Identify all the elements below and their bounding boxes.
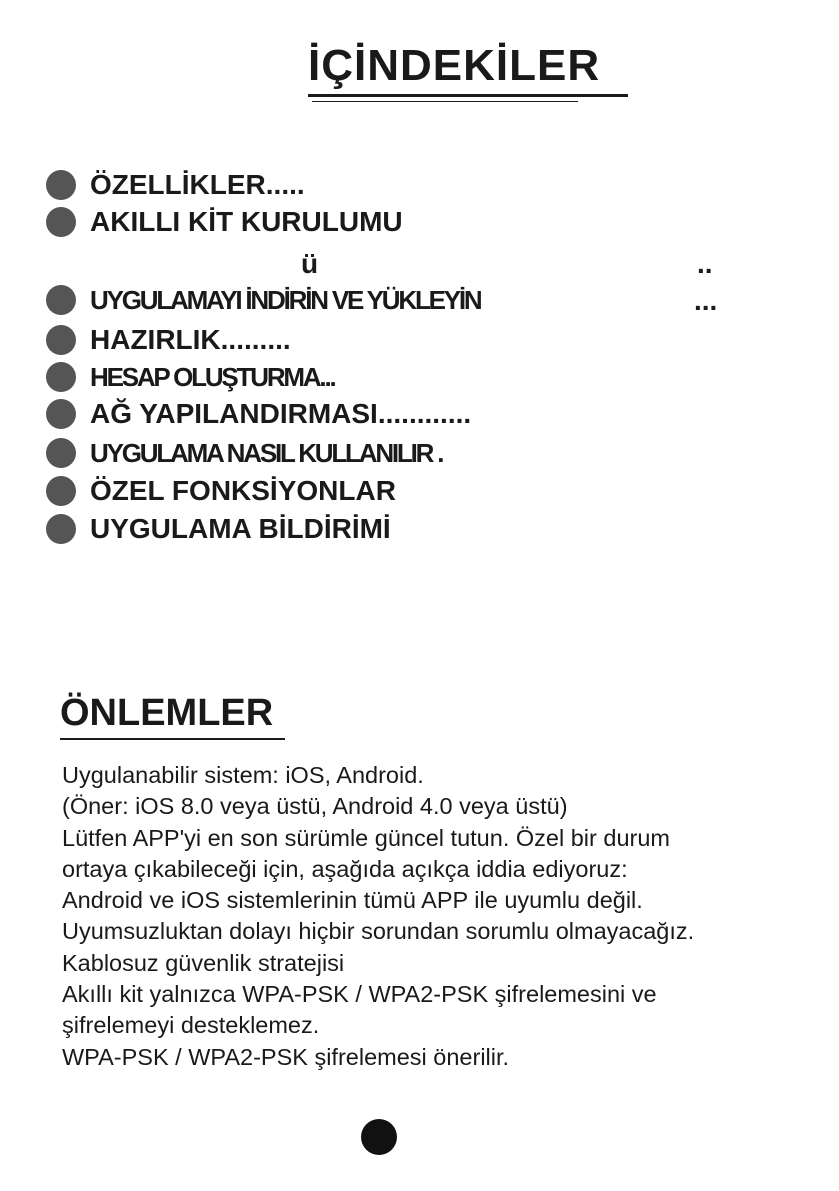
title-underline-thin — [312, 101, 578, 102]
precautions-text — [62, 760, 802, 1073]
text-line: WPA-PSK / WPA2-PSK şifrelemesi önerilir. — [62, 1043, 510, 1070]
text-line: Kablosuz güvenlik stratejisi — [62, 949, 345, 976]
toc-item-label: UYGULAMA BİLDİRİMİ — [90, 513, 391, 544]
toc-item — [46, 512, 391, 546]
bullet-icon — [46, 325, 76, 355]
toc-item-label: HESAP OLUŞTURMA... — [90, 362, 335, 392]
text-line: Android ve iOS sistemlerinin tümü APP ile uyumlu değil. — [62, 887, 643, 914]
toc-stray-dots: ... — [694, 285, 718, 316]
toc-item-label: AĞ YAPILANDIRMASI............ — [90, 398, 472, 429]
text-line: Uygulanabilir sistem: iOS, Android. — [62, 762, 424, 788]
bullet-icon — [46, 514, 76, 544]
text-line: şifrelemeyi desteklemez. — [62, 1012, 320, 1039]
bullet-icon — [46, 438, 76, 468]
text-line: Lütfen APP'yi en son sürümle güncel tutun. Özel bir durum — [62, 824, 670, 851]
page-marker-icon — [361, 1119, 397, 1155]
toc-item — [46, 323, 291, 357]
toc-item-label: HAZIRLIK......... — [90, 324, 291, 355]
toc-item — [46, 397, 471, 431]
toc-item-label: ÖZEL FONKSİYONLAR — [90, 475, 396, 506]
text-line: Uyumsuzluktan dolayı hiçbir sorundan sorumlu olmayacağız. — [62, 918, 695, 945]
bullet-icon — [46, 476, 76, 506]
toc-item-label: ÖZELLİKLER..... — [90, 169, 305, 200]
toc-item-label: UYGULAMA NASIL KULLANILIR . — [90, 438, 443, 468]
toc-item — [46, 474, 396, 508]
section-title: ÖNLEMLER — [60, 692, 274, 734]
text-line: Akıllı kit yalnızca WPA-PSK / WPA2-PSK şifrelemesini ve — [62, 981, 657, 1008]
toc-item — [46, 360, 335, 394]
text-line: ortaya çıkabileceği için, aşağıda açıkça iddia ediyoruz: — [62, 855, 628, 882]
text-line: (Öner: iOS 8.0 veya üstü, Android 4.0 veya üstü) — [62, 793, 568, 820]
bullet-icon — [46, 285, 76, 315]
toc-item — [46, 283, 481, 317]
title-underline — [308, 94, 628, 97]
page-title: İÇİNDEKİLER — [308, 41, 601, 90]
toc-item — [46, 205, 403, 239]
toc-item-label: UYGULAMAYI İNDİRİN VE YÜKLEYİN — [90, 285, 481, 315]
toc-stray-dots: .. — [697, 248, 713, 279]
toc-stray-character: ü — [301, 248, 319, 279]
toc-item — [46, 168, 305, 202]
section-underline — [60, 738, 285, 740]
bullet-icon — [46, 362, 76, 392]
toc-item — [46, 436, 442, 470]
bullet-icon — [46, 399, 76, 429]
bullet-icon — [46, 170, 76, 200]
toc-item-label: AKILLI KİT KURULUMU — [90, 206, 403, 237]
bullet-icon — [46, 207, 76, 237]
